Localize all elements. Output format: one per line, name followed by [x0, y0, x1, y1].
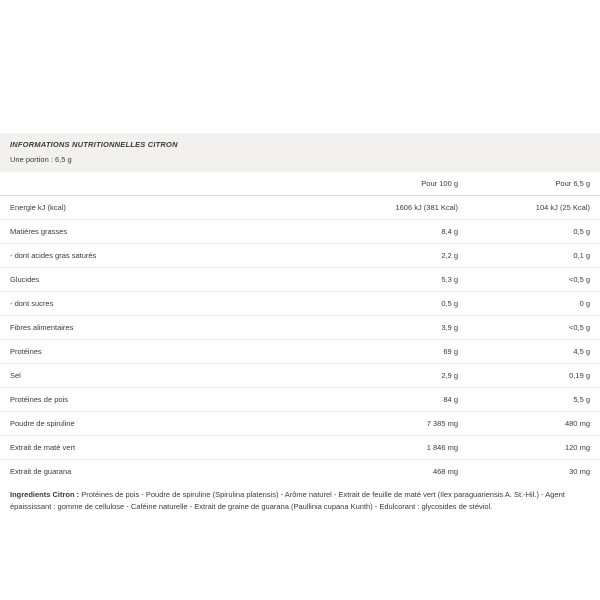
nutrition-header	[0, 133, 600, 172]
row-value-portion: 0,5 g	[468, 219, 600, 243]
page-title: INFORMATIONS NUTRITIONNELLES CITRON	[10, 140, 178, 149]
table-row	[0, 435, 600, 459]
row-value-portion: 104 kJ (25 Kcal)	[468, 195, 600, 219]
row-value-100g: 3,9 g	[336, 315, 468, 339]
row-value-portion: <0,5 g	[468, 267, 600, 291]
table-row	[0, 219, 600, 243]
row-label: Protéines	[0, 339, 336, 363]
table-row	[0, 459, 600, 483]
table-row	[0, 387, 600, 411]
ingredients-text: Protéines de pois - Poudre de spiruline (Spirulina platensis) - Arôme naturel - Extrait de feuille de maté vert (Ilex paraguariensis A. St.-Hil.) - Agent épaississant : gomme de cellulose - Caféine naturelle - Extrait de graine de guarana (Paullinia cupana Kunth) - Edulcorant : glycosides de stéviol.	[10, 490, 565, 511]
portion-text: Une portion : 6,5 g	[10, 155, 72, 164]
row-value-portion: 5,5 g	[468, 387, 600, 411]
row-label: - dont acides gras saturés	[0, 243, 336, 267]
row-value-portion: 0,1 g	[468, 243, 600, 267]
row-value-portion: 120 mg	[468, 435, 600, 459]
row-value-100g: 468 mg	[432, 466, 458, 476]
row-label: Poudre de spiruline	[0, 411, 336, 435]
row-label: Protéines de pois	[0, 387, 336, 411]
table-row	[0, 291, 600, 315]
column-header-per-portion: Pour 6,5 g	[468, 172, 600, 195]
row-label: - dont sucres	[0, 291, 336, 315]
table-row	[0, 363, 600, 387]
row-value-portion: 0,19 g	[468, 363, 600, 387]
row-value-100g: 1606 kJ (381 Kcal)	[336, 195, 468, 219]
nutrition-table	[0, 172, 600, 483]
table-row	[0, 339, 600, 363]
row-value-100g: 1 846 mg	[336, 435, 468, 459]
row-value-100g: 2,9 g	[336, 363, 468, 387]
row-value-100g: 2,2 g	[336, 243, 468, 267]
column-header-label	[0, 172, 336, 195]
row-label: Glucides	[0, 267, 336, 291]
row-label: Extrait de guarana	[10, 466, 72, 476]
row-value-100g: 84 g	[336, 387, 468, 411]
row-value-portion: 0 g	[468, 291, 600, 315]
table-row	[0, 243, 600, 267]
ingredients-block	[0, 483, 600, 512]
nutrition-label	[0, 133, 600, 512]
table-header-row	[0, 172, 600, 195]
row-label: Sel	[0, 363, 336, 387]
row-label: Extrait de maté vert	[0, 435, 336, 459]
row-label: Matières grasses	[0, 219, 336, 243]
row-label: Fibres alimentaires	[0, 315, 336, 339]
table-row	[0, 411, 600, 435]
table-row	[0, 195, 600, 219]
table-row	[0, 267, 600, 291]
row-value-100g: 5,3 g	[336, 267, 468, 291]
row-value-portion: 30 mg	[569, 466, 590, 476]
row-value-portion: <0,5 g	[468, 315, 600, 339]
table-row	[0, 315, 600, 339]
column-header-per-100g: Pour 100 g	[336, 172, 468, 195]
row-label: Energie kJ (kcal)	[0, 195, 336, 219]
row-value-100g: 69 g	[336, 339, 468, 363]
row-value-portion: 480 mg	[468, 411, 600, 435]
row-value-100g: 7 385 mg	[336, 411, 468, 435]
row-value-portion: 4,5 g	[468, 339, 600, 363]
row-value-100g: 8,4 g	[336, 219, 468, 243]
row-value-100g: 0,5 g	[336, 291, 468, 315]
ingredients-heading: Ingredients Citron :	[10, 490, 80, 499]
